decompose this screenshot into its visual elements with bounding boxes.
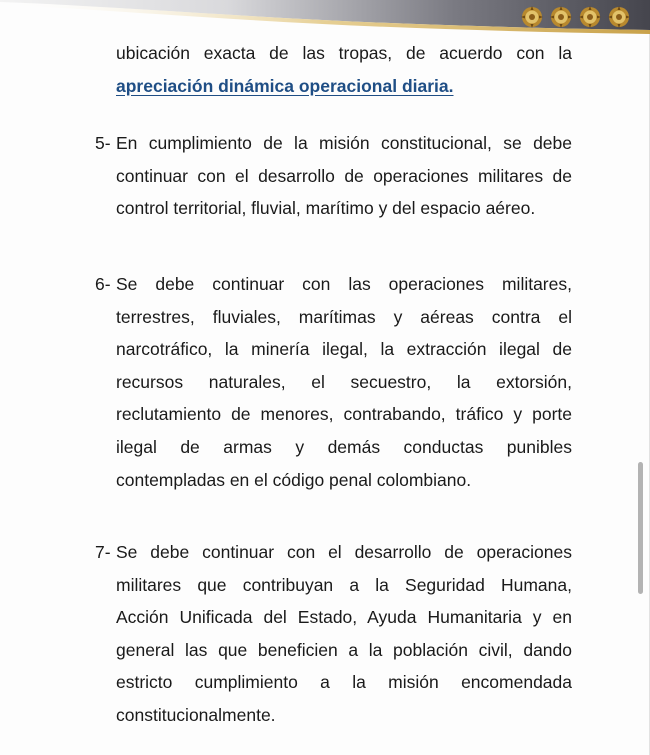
- paragraph-line: general las que beneficien a la población civil, dando: [116, 639, 572, 660]
- paragraph-line: Se debe continuar con las operaciones militares,: [116, 274, 572, 294]
- operational-appraisal-link[interactable]: apreciación dinámica operacional diaria.: [116, 75, 454, 96]
- paragraph-line: En cumplimiento de la misión constitucional, se debe: [116, 133, 572, 153]
- seal-emblem-icon: [548, 4, 574, 30]
- paragraph-line: estricto cumplimiento a la misión encomendada: [116, 672, 572, 693]
- intro-line: ubicación exacta de las tropas, de acuerdo con la: [116, 43, 572, 63]
- seal-emblem-icon: [606, 4, 632, 30]
- paragraph-line: ilegal de armas y demás conductas punibles: [116, 436, 572, 457]
- header-seals: [519, 4, 632, 30]
- seal-emblem-icon: [519, 4, 545, 30]
- paragraph-line: narcotráfico, la minería ilegal, la extracción ilegal de: [116, 339, 572, 360]
- paragraph-line: Acción Unificada del Estado, Ayuda Humanitaria y en: [116, 607, 572, 628]
- paragraph-line: contempladas en el código penal colombiano.: [116, 469, 472, 490]
- vertical-scrollbar[interactable]: [638, 462, 643, 594]
- item-number: 5-: [95, 133, 111, 153]
- item-7-paragraph: [116, 536, 572, 732]
- intro-paragraph: [116, 37, 572, 102]
- item-number: 6-: [95, 274, 111, 294]
- paragraph-line: constitucionalmente.: [116, 704, 276, 725]
- item-6-paragraph: [116, 268, 572, 496]
- intro-link-line: [116, 70, 572, 103]
- paragraph-line: Se debe continuar con el desarrollo de operaciones: [116, 542, 572, 562]
- paragraph-line: militares que contribuyan a la Seguridad Humana,: [116, 574, 572, 595]
- seal-emblem-icon: [577, 4, 603, 30]
- item-5-paragraph: [116, 127, 572, 225]
- paragraph-line: control territorial, fluvial, marítimo y del espacio aéreo.: [116, 198, 536, 219]
- paragraph-line: terrestres, fluviales, marítimas y aéreas contra el: [116, 306, 572, 327]
- paragraph-line: recursos naturales, el secuestro, la extorsión,: [116, 371, 572, 392]
- item-number: 7-: [95, 542, 111, 562]
- paragraph-line: continuar con el desarrollo de operaciones militares de: [116, 165, 572, 186]
- paragraph-line: reclutamiento de menores, contrabando, tráfico y porte: [116, 404, 572, 425]
